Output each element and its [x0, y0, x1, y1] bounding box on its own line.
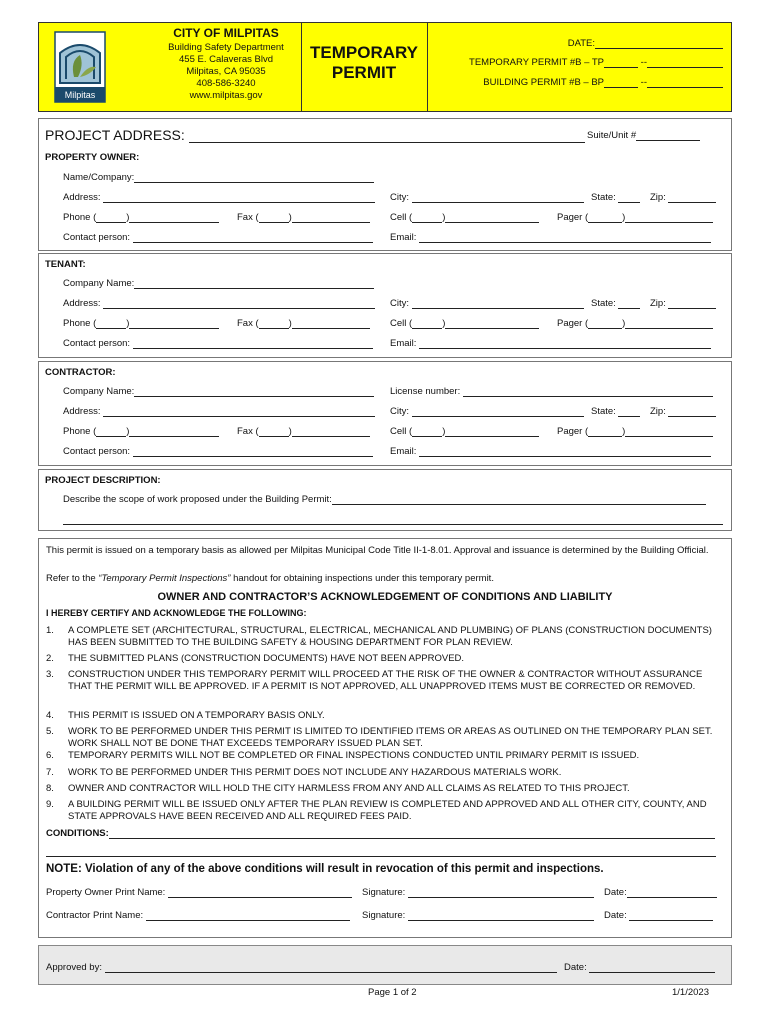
- city-state-zip: Milpitas, CA 95035: [186, 66, 266, 77]
- tenant-email-field[interactable]: Email:: [390, 338, 711, 349]
- temporary-basis-statement: This permit is issued on a temporary basis as allowed per Milpitas Municipal Code Title II-1-8.01. Approval and issuance is determined by the Building Official.: [46, 545, 709, 556]
- page-number: Page 1 of 2: [368, 987, 417, 998]
- suite-unit-label: Suite/Unit #: [587, 130, 637, 141]
- contractor-heading: CONTRACTOR:: [45, 367, 116, 378]
- owner-email-field[interactable]: Email:: [390, 232, 711, 243]
- project-description-section: [38, 469, 732, 531]
- project-address-field[interactable]: [45, 127, 585, 143]
- tenant-zip-field[interactable]: Zip:: [650, 298, 716, 309]
- contractor-signature-field[interactable]: Signature:: [362, 910, 594, 921]
- property-owner-heading: PROPERTY OWNER:: [45, 152, 140, 163]
- tenant-state-field[interactable]: State:: [591, 298, 640, 309]
- contractor-cell-field[interactable]: Cell ( ): [390, 426, 539, 437]
- violation-note: NOTE: Violation of any of the above conditions will result in revocation of this permit and inspections.: [46, 863, 604, 875]
- milpitas-logo-icon: [54, 31, 106, 103]
- tenant-section: [38, 253, 732, 358]
- tenant-heading: TENANT:: [45, 259, 86, 270]
- contractor-company-field[interactable]: Company Name:: [63, 386, 374, 397]
- date-label: DATE:: [567, 38, 595, 49]
- project-address-label: PROJECT ADDRESS:: [45, 127, 185, 143]
- owner-zip-field[interactable]: Zip:: [650, 192, 716, 203]
- owner-contact-field[interactable]: Contact person:: [63, 232, 373, 243]
- owner-date-field[interactable]: Date:: [604, 887, 717, 898]
- tenant-phone-field[interactable]: Phone ( ): [63, 318, 219, 329]
- tenant-fax-field[interactable]: Fax ( ): [237, 318, 370, 329]
- date-field[interactable]: [568, 38, 723, 49]
- contractor-state-field[interactable]: State:: [591, 406, 640, 417]
- approved-by-field[interactable]: Approved by:: [46, 962, 557, 973]
- owner-pager-field[interactable]: Pager ( ): [557, 212, 713, 223]
- contractor-pager-field[interactable]: Pager ( ): [557, 426, 713, 437]
- revision-date: 1/1/2023: [672, 987, 709, 998]
- contractor-zip-field[interactable]: Zip:: [650, 406, 716, 417]
- tenant-city-field[interactable]: City:: [390, 298, 584, 309]
- street-address: 455 E. Calaveras Blvd: [179, 54, 273, 65]
- scope-of-work-field[interactable]: Describe the scope of work proposed under the Building Permit:: [63, 494, 706, 505]
- contractor-address-field[interactable]: Address:: [63, 406, 375, 417]
- contractor-license-field[interactable]: License number:: [390, 386, 713, 397]
- permit-title-line1: TEMPORARY: [310, 43, 418, 62]
- tenant-contact-field[interactable]: Contact person:: [63, 338, 373, 349]
- city-name: CITY OF MILPITAS: [173, 26, 279, 40]
- inspections-handout-note: Refer to the “Temporary Permit Inspections” handout for obtaining inspections under this temporary permit.: [46, 573, 494, 584]
- contractor-phone-field[interactable]: Phone ( ): [63, 426, 219, 437]
- certify-statement: I HEREBY CERTIFY AND ACKNOWLEDGE THE FOLLOWING:: [46, 608, 307, 618]
- permit-title-line2: PERMIT: [331, 63, 397, 82]
- bp-label: BUILDING PERMIT #B – BP: [483, 77, 605, 88]
- acknowledgement-heading: OWNER AND CONTRACTOR’S ACKNOWLEDGEMENT OF CONDITIONS AND LIABILITY: [157, 591, 613, 603]
- approval-section: [38, 945, 732, 985]
- header-banner: [38, 22, 732, 112]
- tenant-cell-field[interactable]: Cell ( ): [390, 318, 539, 329]
- contractor-email-field[interactable]: Email:: [390, 446, 711, 457]
- contractor-print-name-field[interactable]: Contractor Print Name:: [46, 910, 350, 921]
- owner-signature-field[interactable]: Signature:: [362, 887, 594, 898]
- owner-cell-field[interactable]: Cell ( ): [390, 212, 539, 223]
- building-permit-number-field[interactable]: BUILDING PERMIT #B – BP --: [483, 77, 723, 88]
- contractor-city-field[interactable]: City:: [390, 406, 584, 417]
- owner-section: [38, 118, 732, 251]
- contractor-fax-field[interactable]: Fax ( ): [237, 426, 370, 437]
- scope-of-work-line-2[interactable]: [63, 514, 723, 525]
- handout-title: “Temporary Permit Inspections”: [98, 573, 231, 584]
- header-divider-right: [427, 23, 428, 111]
- logo-text: Milpitas: [64, 90, 96, 100]
- contractor-contact-field[interactable]: Contact person:: [63, 446, 373, 457]
- project-description-heading: PROJECT DESCRIPTION:: [45, 475, 161, 486]
- owner-address-field[interactable]: Address:: [63, 192, 375, 203]
- owner-fax-field[interactable]: Fax ( ): [237, 212, 370, 223]
- contractor-date-field[interactable]: Date:: [604, 910, 713, 921]
- suite-unit-field[interactable]: [587, 130, 700, 141]
- owner-phone-field[interactable]: Phone ( ): [63, 212, 219, 223]
- tenant-address-field[interactable]: Address:: [63, 298, 375, 309]
- tenant-company-field[interactable]: Company Name:: [63, 278, 374, 289]
- conditions-field[interactable]: CONDITIONS:: [46, 828, 715, 839]
- phone-number: 408-586-3240: [196, 78, 256, 89]
- tenant-pager-field[interactable]: Pager ( ): [557, 318, 713, 329]
- temporary-permit-number-field[interactable]: TEMPORARY PERMIT #B – TP --: [469, 57, 723, 68]
- owner-city-field[interactable]: City:: [390, 192, 584, 203]
- approval-date-field[interactable]: Date:: [564, 962, 715, 973]
- website: www.milpitas.gov: [189, 90, 263, 101]
- permit-title: [301, 43, 427, 83]
- department-name: Building Safety Department: [168, 42, 284, 53]
- conditions-line-2[interactable]: [46, 846, 716, 857]
- tp-label: TEMPORARY PERMIT #B – TP: [469, 57, 605, 68]
- contractor-section: [38, 361, 732, 466]
- owner-print-name-field[interactable]: Property Owner Print Name:: [46, 887, 352, 898]
- owner-state-field[interactable]: State:: [591, 192, 640, 203]
- owner-name-field[interactable]: Name/Company:: [63, 172, 374, 183]
